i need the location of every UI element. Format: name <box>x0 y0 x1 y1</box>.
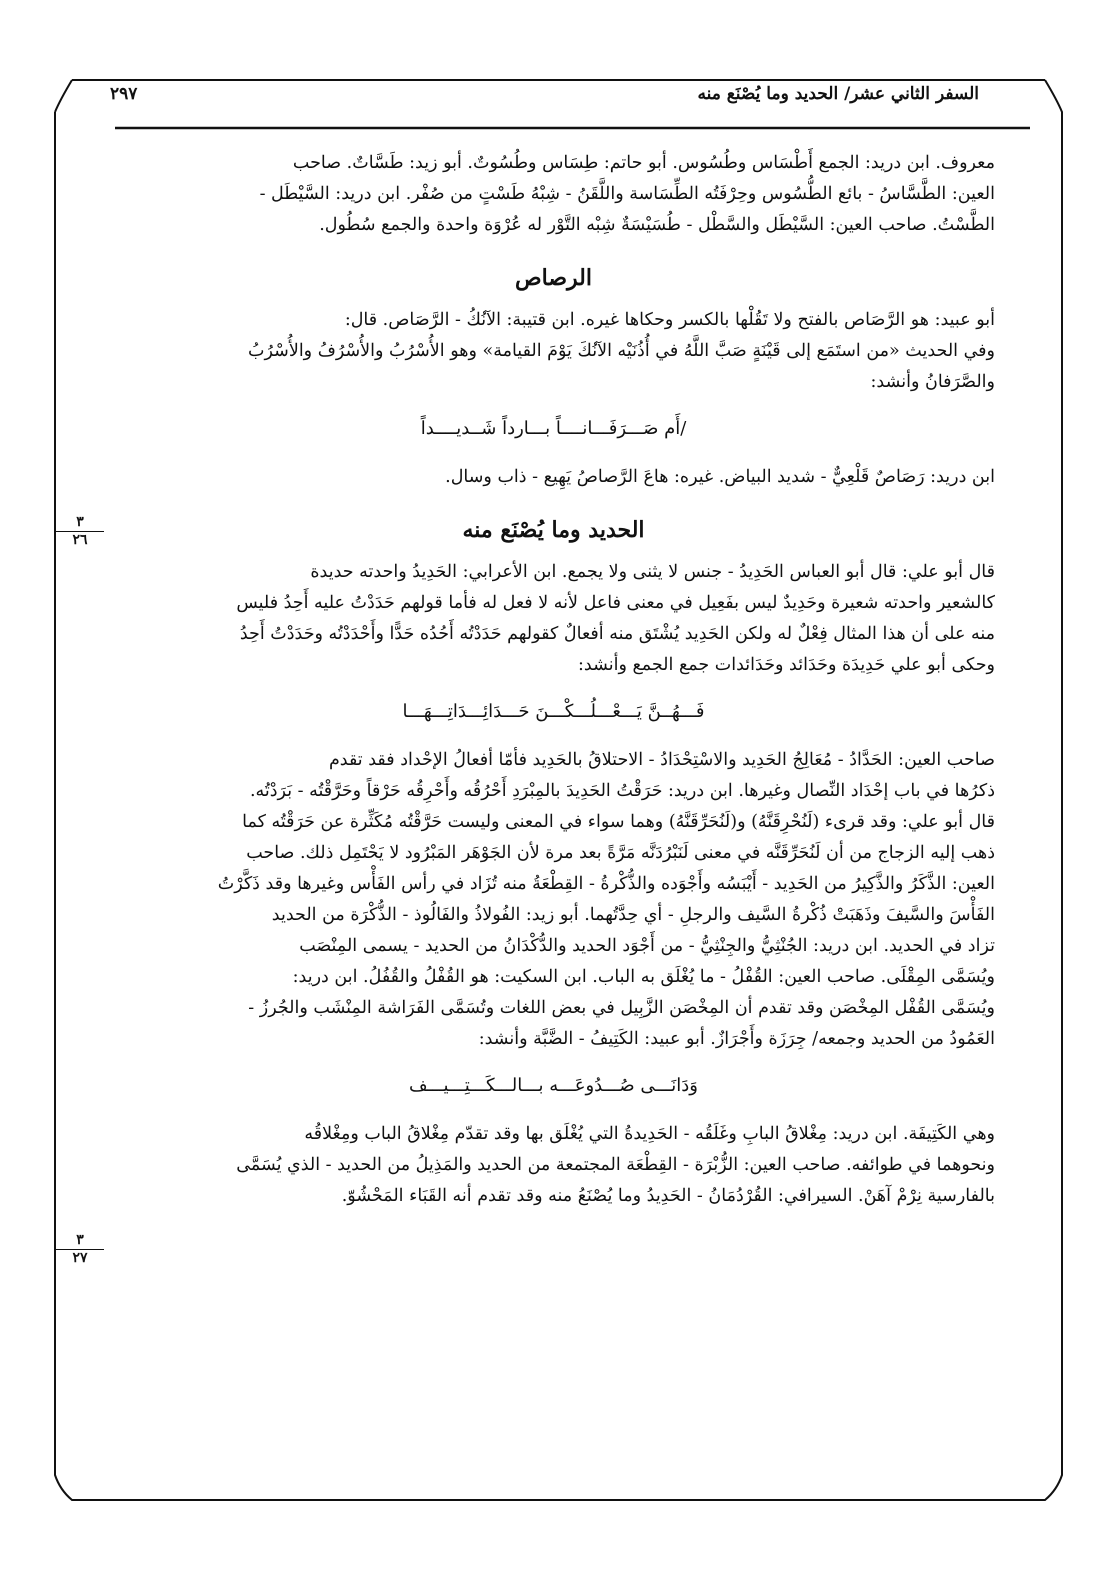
text-line: تزاد في الحديد. ابن دريد: الجُنْثِيُّ والجِنْثِيُّ - من أَجْوَد الحديد والدُّكْدَانُ من الحديد - يسمى المِنْصَب <box>299 936 995 956</box>
text-line: والصَّرَفانُ وأنشد: <box>870 372 995 392</box>
marker-volume: ٣ <box>76 1232 84 1248</box>
text-line: ونحوهما في طوائفه. صاحب العين: الزُّبْرَة - القِطْعَة المجتمعة من الحديد والمَذِيلُ من الحديد - الذي يُسَمَّى <box>236 1155 995 1175</box>
page-number: ٢٩٧ <box>110 84 138 104</box>
text-line: بالفارسية نِرْمْ آهَنْ. السيرافي: القُرْدُمَانُ - الحَدِيدُ وما يُصْنَعُ منه وقد تقدم أنه القَبَاء المَحْشُوّ. <box>341 1186 995 1206</box>
text-line: ذهب إليه الزجاج من أن لَنُحَرِّقَنَّه في معنى لَنَبْرُدَنَّه مَرَّةً بعد مرة لأن الجَوْهَر المَبْرُود لا يَحْتَمِل ذلك. صاحب <box>246 843 995 863</box>
main-content <box>112 148 995 1212</box>
section-title-iron: الحديد وما يُصْنَع منه <box>462 517 645 543</box>
text-line: صاحب العين: الحَدَّادُ - مُعَالِجُ الحَدِيد والاسْتِحْدَادُ - الاحتلاقُ بالحَدِيد فأمّا أفعالُ الإحْداد فقد تقدم <box>328 750 995 770</box>
marker-volume: ٣ <box>76 514 84 530</box>
marker-page: ٢٦ <box>56 531 104 549</box>
text-line: ويُسَمَّى المِقْلَى. صاحب العين: القُفْلُ - ما يُغْلَق به الباب. ابن السكيت: هو القُفْلُ والقُفُلُ. ابن دريد: <box>292 967 995 987</box>
text-line: الفَأْسَ والسَّيفَ وذَهَبَتْ ذُكْرةُ السَّيف والرجلِ - أي حِدَّتُهما. أبو زيد: الفُولاذُ والفَالُوذ - الذُّكْرَة من الحديد <box>271 905 995 925</box>
text-line: أبو عبيد: هو الرَّصَاص بالفتح ولا تَقُلْها بالكسر وحكاها غيره. ابن قتيبة: الآنُكُ - الرَّصَاص. قال: <box>344 310 995 330</box>
margin-marker <box>56 1232 104 1267</box>
text-line: كالشعير واحدته شعيرة وحَدِيدٌ ليس بفَعِيل في معنى فاعل لأنه لا فعل له فأما قولهم حَدَدْتُ عليه أَحِدُ فليس <box>236 593 995 613</box>
verse-line: /أَم صَـــرَفَـــانــــاً بـــارداً شَــديــــداً <box>420 418 687 439</box>
text-line: وهي الكَتِيفَة. ابن دريد: مِغْلاقُ البابِ وغَلَقُه - الحَدِيدةُ التي يُغْلَق بها وقد تقدّم مِغْلاقُ الباب ومِغْلاقُه <box>304 1124 995 1144</box>
text-line: العين: الطَّسَّاسُ - بائع الطُّسُوس وحِرْفَتُه الطِّسَاسة واللَّقَنُ - شِبْهُ طَسْتٍ من صُفْر. ابن دريد: السَّيْطَل - <box>259 184 995 204</box>
text-line: العَمُودُ من الحديد وجمعه/ جِرَزَة وأَجْرَازٌ. أبو عبيد: الكَتِيفُ - الضَّبَّة وأنشد: <box>478 1029 995 1049</box>
text-line: العين: الذَّكَرُ والذَّكِيرُ من الحَدِيد - أَيْبَسُه وأَجْوَده والذُّكْرةُ - القِطْعَةُ منه تُزَاد في رأس الفَأْس وغيرها وقد ذَكَّرْتُ <box>217 874 995 894</box>
verse-line: وَدَانَـــى صُـــدُوعَـــه بـــالـــكَـــتِـــيـــف <box>409 1075 698 1096</box>
section-title-lead: الرصاص <box>515 265 592 291</box>
text-line: قال أبو علي: وقد قرىء (لَنُحْرِقَنَّهُ) و(لَنُحَرِّقَنَّهُ) وهما سواء في المعنى وليست حَرَّقْتُه مُكَثِّرة عن حَرَقْتُه كما <box>242 812 995 832</box>
text-line: ذكرُها في باب إحْدَاد النِّصال وغيرها. ابن دريد: حَرَقْتُ الحَدِيدَ بالمِبْرَدِ أَحْرُقُه وأَحْرِقُه حَرْقاً وحَرَّقْتُه - بَرَدْتُه. <box>249 781 995 801</box>
running-head: السفر الثاني عشر/ الحديد وما يُصْنَع منه <box>697 84 979 104</box>
text-line: وفي الحديث «من استَمَع إلى قَيْنَةٍ صَبَّ اللَّهُ في أُذُنَيْه الآنُكَ يَوْمَ القيامة» وهو الأُسْرُبُ والأُسْرُفُ والأُسْرُبُ <box>248 341 995 361</box>
text-line: وحكى أبو علي حَدِيدَة وحَدَائد وحَدَائدات جمع الجمع وأنشد: <box>578 655 995 675</box>
text-line: ويُسَمَّى القُفْل المِخْصَن وقد تقدم أن المِخْصَن الزَّبِيل في بعض اللغات وتُسَمَّى الفَرَاشة المِنْشَب والجُرزُ - <box>248 998 995 1018</box>
text-line: معروف. ابن دريد: الجمع أَطْسَاس وطُسُوس. أبو حاتم: طِسَاس وطُسُوتٌ. أبو زيد: طَسَّاتٌ. صاحب <box>292 153 995 173</box>
text-line: منه على أن هذا المثال فِعْلٌ له ولكن الحَدِيد يُشْتَق منه أفعالٌ كقولهم حَدَدْتُه أَحُدُه حَدًّا وأَحْدَدْتُه وحَدَدْتُ أَحِدُ <box>239 624 995 644</box>
margin-marker <box>56 514 104 549</box>
text-line: الطَّسْتُ. صاحب العين: السَّيْطَل والسَّطْل - طُسَيْسَةٌ شِبْه التَّوْر له عُرْوَة واحدة والجمع سُطُول. <box>319 215 995 235</box>
text-line: قال أبو علي: قال أبو العباس الحَدِيدُ - جنس لا يثنى ولا يجمع. ابن الأعرابي: الحَدِيدُ واحدته حديدة <box>310 562 995 582</box>
verse-line: فَـــهُــنَّ يَـــعْـــلُـــكْـــنَ حَـــدَائِـــدَاتِـــهَـــا <box>402 701 705 722</box>
text-line: ابن دريد: رَصَاصٌ قَلْعِيٌّ - شديد البياض. غيره: هاعَ الرَّصاصُ يَهِيع - ذاب وسال. <box>445 467 995 487</box>
marker-page: ٢٧ <box>56 1249 104 1267</box>
